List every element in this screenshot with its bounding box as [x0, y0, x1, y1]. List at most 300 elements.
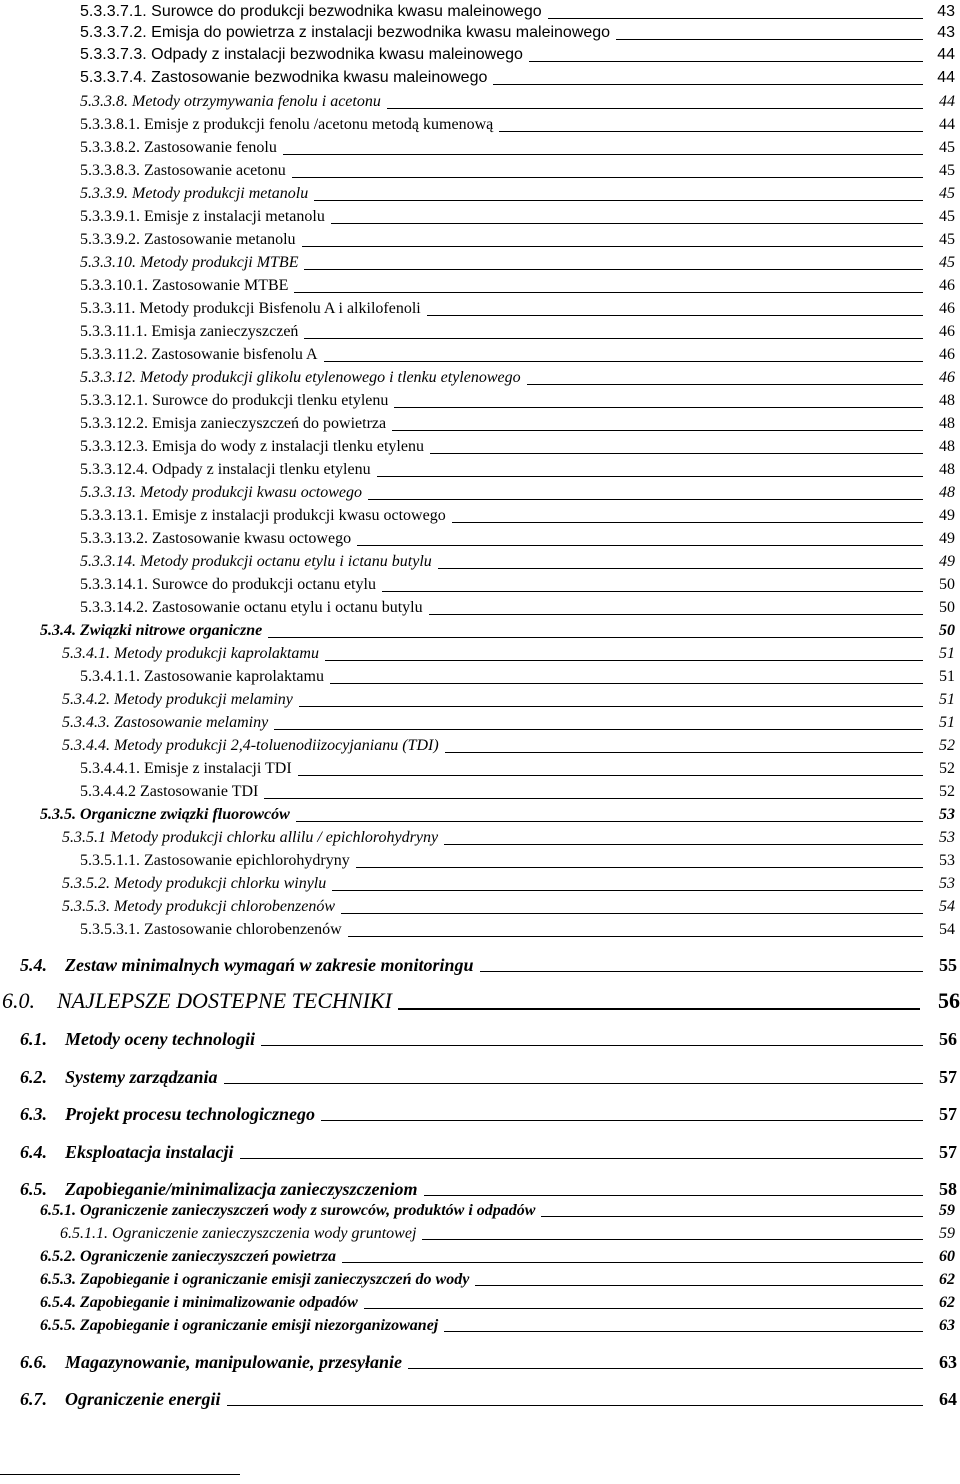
toc-entry-number: 5.3.3.12.1.	[80, 392, 148, 409]
toc-leader-line	[429, 614, 923, 615]
toc-entry-title: Ograniczenie energii	[65, 1389, 221, 1409]
toc-leader-line	[283, 154, 923, 155]
toc-entry-title: Związki nitrowe organiczne	[80, 622, 263, 639]
toc-leader-line	[348, 936, 923, 937]
toc-entry-number: 5.3.3.7.1.	[80, 3, 147, 20]
toc-page-number: 57	[939, 1142, 957, 1162]
toc-entry-title: Zestaw minimalnych wymagań w zakresie monitoringu	[65, 955, 474, 975]
toc-leader-line	[356, 867, 923, 868]
toc-entry-label	[62, 690, 293, 710]
toc-entry-label	[80, 920, 342, 940]
toc-entry-number: 5.3.3.9.2.	[80, 231, 140, 248]
toc-leader-line	[321, 1120, 923, 1121]
toc-page-number: 48	[939, 461, 955, 478]
toc-page-number: 58	[939, 1179, 957, 1199]
toc-page-number: 50	[939, 599, 955, 616]
toc-leader-line	[274, 729, 923, 730]
toc-entry-number: 5.3.3.12.	[80, 369, 136, 386]
toc-leader-line	[332, 890, 923, 891]
toc-entry[interactable]	[0, 828, 960, 848]
toc-entry[interactable]	[0, 138, 960, 158]
toc-entry-title: Emisje z produkcji fenolu /acetonu metodą kumenową	[144, 116, 494, 133]
toc-entry-title: Zapobieganie i minimalizowanie odpadów	[80, 1294, 358, 1311]
toc-entry-number: 5.3.3.7.2.	[80, 24, 147, 41]
toc-leader-line	[341, 913, 923, 914]
toc-entry-number: 5.3.3.13.2.	[80, 530, 148, 547]
toc-leader-line	[382, 591, 923, 592]
toc-page-number: 53	[939, 875, 955, 892]
toc-entry[interactable]	[0, 1316, 960, 1336]
toc-leader-line	[364, 1308, 923, 1309]
toc-entry-label	[20, 1178, 418, 1200]
toc-page-number: 48	[939, 392, 955, 409]
toc-leader-line	[324, 361, 923, 362]
toc-entry-label	[80, 529, 351, 549]
toc-page-number: 44	[937, 46, 955, 63]
toc-entry[interactable]	[0, 161, 960, 181]
toc-entry[interactable]	[0, 414, 960, 434]
toc-entry-label	[40, 1316, 438, 1336]
toc-entry-label	[80, 230, 296, 250]
toc-entry-label	[80, 68, 487, 88]
toc-entry-title: Metody produkcji kaprolaktamu	[114, 645, 319, 662]
toc-entry-number: 5.3.3.14.1.	[80, 576, 148, 593]
toc-entry[interactable]	[0, 851, 960, 871]
toc-entry-label	[62, 713, 268, 733]
toc-entry-number: 5.3.4.3.	[62, 714, 110, 731]
toc-entry-title: Zastosowanie epichlorohydryny	[144, 852, 350, 869]
toc-entry-title: Metody produkcji metanolu	[132, 185, 309, 202]
toc-entry[interactable]	[0, 506, 960, 526]
toc-entry[interactable]	[0, 1247, 960, 1267]
toc-entry-label	[62, 874, 326, 894]
toc-entry[interactable]	[0, 1141, 960, 1163]
toc-page-number: 55	[939, 955, 957, 975]
toc-entry-label	[20, 1066, 218, 1088]
toc-entry-title: Metody produkcji octanu etylu i ictanu butylu	[140, 553, 432, 570]
toc-entry[interactable]	[0, 345, 960, 365]
toc-entry-number: 5.3.3.12.2.	[80, 415, 148, 432]
toc-entry-label	[20, 1141, 234, 1163]
toc-entry-number: 5.3.3.7.3.	[80, 46, 147, 63]
toc-page-number: 44	[939, 93, 955, 110]
toc-entry[interactable]	[0, 644, 960, 664]
toc-leader-line	[475, 1285, 923, 1286]
toc-page-number: 56	[938, 988, 960, 1013]
toc-entry-number: 6.7.	[20, 1389, 47, 1409]
toc-entry-number: 6.5.1.	[40, 1202, 76, 1219]
toc-leader-line	[430, 453, 923, 454]
toc-page-number: 50	[939, 576, 955, 593]
toc-entry-label	[62, 828, 438, 848]
toc-entry-title: Metody produkcji chlorku winylu	[114, 875, 327, 892]
toc-entry[interactable]	[0, 988, 960, 1014]
toc-entry[interactable]	[0, 299, 960, 319]
toc-entry-title: NAJLEPSZE DOSTEPNE TECHNIKI	[57, 988, 392, 1013]
toc-leader-line	[427, 315, 923, 316]
toc-entry[interactable]	[0, 552, 960, 572]
toc-page-number: 51	[939, 691, 955, 708]
toc-entry[interactable]	[0, 575, 960, 595]
toc-entry-title: Magazynowanie, manipulowanie, przesyłanie	[65, 1352, 403, 1372]
toc-entry-title: Surowce do produkcji bezwodnika kwasu maleinowego	[151, 3, 542, 20]
toc-entry-label	[80, 253, 298, 273]
toc-entry[interactable]	[0, 1224, 960, 1244]
toc-leader-line	[499, 131, 923, 132]
toc-entry-number: 5.3.3.11.1.	[80, 323, 148, 340]
toc-leader-line	[529, 61, 923, 62]
toc-entry[interactable]	[0, 736, 960, 756]
toc-entry[interactable]	[0, 23, 960, 43]
toc-leader-line	[424, 1195, 924, 1196]
toc-entry-title: Emisja zanieczyszczeń do powietrza	[152, 415, 387, 432]
toc-page-number: 54	[939, 898, 955, 915]
toc-page-number: 60	[939, 1248, 955, 1265]
toc-entry-label	[80, 782, 258, 802]
toc-page-number: 50	[939, 622, 955, 639]
toc-entry-number: 5.3.4.2.	[62, 691, 110, 708]
toc-entry-title: Surowce do produkcji octanu etylu	[152, 576, 376, 593]
toc-entry[interactable]	[0, 920, 960, 940]
toc-page-number: 59	[939, 1202, 955, 1219]
toc-leader-line	[394, 407, 923, 408]
toc-entry-title: Zastosowanie chlorobenzenów	[144, 921, 342, 938]
toc-entry-title: Zastosowanie kwasu octowego	[152, 530, 352, 547]
toc-entry-title: Zastosowanie fenolu	[144, 139, 277, 156]
toc-entry-title: Zastosowanie bezwodnika kwasu maleinowego	[151, 69, 488, 86]
toc-page-number: 54	[939, 921, 955, 938]
toc-entry[interactable]	[0, 1066, 960, 1088]
toc-entry-number: 5.3.5.1	[62, 829, 106, 846]
toc-entry-label	[20, 1103, 315, 1125]
toc-entry-label	[80, 92, 381, 112]
toc-leader-line	[240, 1158, 923, 1159]
toc-entry-title: Emisje z instalacji metanolu	[144, 208, 325, 225]
toc-leader-line	[541, 1216, 923, 1217]
toc-page-number: 43	[937, 24, 955, 41]
toc-page-number: 49	[939, 530, 955, 547]
toc-entry-number: 5.3.5.3.	[62, 898, 110, 915]
toc-entry-number: 5.3.5.1.1.	[80, 852, 140, 869]
toc-entry-label	[80, 2, 542, 22]
toc-entry[interactable]	[0, 1028, 960, 1050]
toc-entry-title: Zastosowanie metanolu	[144, 231, 296, 248]
toc-entry[interactable]	[0, 598, 960, 618]
toc-entry[interactable]	[0, 1103, 960, 1125]
toc-leader-line	[224, 1083, 923, 1084]
toc-entry-label	[80, 759, 292, 779]
toc-leader-line	[299, 706, 923, 707]
toc-page-number: 62	[939, 1271, 955, 1288]
toc-entry-label	[40, 1247, 336, 1267]
toc-entry-title: Ograniczenie zanieczyszczeń powietrza	[80, 1248, 336, 1265]
toc-entry-label	[80, 598, 423, 618]
toc-entry[interactable]	[0, 1293, 960, 1313]
toc-entry-title: Metody produkcji chlorku allilu / epichlorohydryny	[110, 829, 439, 846]
toc-entry-number: 5.3.4.1.	[62, 645, 110, 662]
toc-page-number: 49	[939, 507, 955, 524]
toc-page-number: 46	[939, 300, 955, 317]
toc-entry-title: Zapobieganie i ograniczanie emisji zanieczyszczeń do wody	[80, 1271, 470, 1288]
toc-entry-number: 5.3.5.3.1.	[80, 921, 140, 938]
toc-entry-number: 5.3.3.8.1.	[80, 116, 140, 133]
toc-entry-number: 5.3.3.11.	[80, 300, 136, 317]
toc-entry-number: 6.5.5.	[40, 1317, 76, 1334]
toc-page-number: 53	[939, 806, 955, 823]
toc-entry-label	[80, 276, 288, 296]
toc-entry[interactable]	[0, 184, 960, 204]
toc-entry-label	[80, 345, 318, 365]
toc-entry-title: Zastosowanie TDI	[140, 783, 259, 800]
toc-entry-title: Emisja do wody z instalacji tlenku etylenu	[152, 438, 424, 455]
toc-entry[interactable]	[0, 782, 960, 802]
toc-entry[interactable]	[0, 253, 960, 273]
toc-entry-title: Ograniczenie zanieczyszczenia wody gruntowej	[112, 1225, 417, 1242]
toc-entry[interactable]	[0, 230, 960, 250]
toc-page-number: 46	[939, 277, 955, 294]
toc-entry-number: 6.4.	[20, 1142, 47, 1162]
toc-page-number: 59	[939, 1225, 955, 1242]
toc-entry[interactable]	[0, 954, 960, 976]
toc-entry-title: Emisja zanieczyszczeń	[151, 323, 299, 340]
toc-leader-line	[408, 1368, 923, 1369]
toc-entry-label	[62, 897, 335, 917]
toc-entry-label	[80, 207, 325, 227]
toc-entry-number: 6.5.4.	[40, 1294, 76, 1311]
toc-leader-line	[444, 844, 923, 845]
toc-leader-line	[302, 246, 923, 247]
toc-entry-label	[80, 391, 388, 411]
toc-entry[interactable]	[0, 115, 960, 135]
toc-entry-title: Metody produkcji Bisfenolu A i alkilofenoli	[139, 300, 421, 317]
toc-entry[interactable]	[0, 690, 960, 710]
toc-entry-label	[62, 644, 319, 664]
toc-page-number: 62	[939, 1294, 955, 1311]
toc-entry[interactable]	[0, 92, 960, 112]
toc-leader-line	[357, 545, 923, 546]
toc-entry-number: 5.3.3.13.	[80, 484, 136, 501]
toc-entry-label	[80, 184, 308, 204]
toc-entry-title: Odpady z instalacji bezwodnika kwasu maleinowego	[151, 46, 523, 63]
toc-page-number: 48	[939, 415, 955, 432]
toc-entry[interactable]	[0, 1201, 960, 1221]
toc-entry-title: Metody otrzymywania fenolu i acetonu	[132, 93, 381, 110]
toc-entry-number: 6.5.1.1.	[60, 1225, 108, 1242]
toc-entry-title: Zastosowanie kaprolaktamu	[144, 668, 324, 685]
toc-leader-line	[377, 476, 923, 477]
toc-entry-label	[40, 1201, 535, 1221]
toc-entry-number: 6.3.	[20, 1104, 47, 1124]
toc-entry-number: 6.5.3.	[40, 1271, 76, 1288]
toc-leader-line	[342, 1262, 923, 1263]
toc-entry-title: Emisje z instalacji produkcji kwasu octowego	[152, 507, 446, 524]
toc-leader-line	[261, 1045, 923, 1046]
toc-entry-number: 5.3.3.12.3.	[80, 438, 148, 455]
toc-entry-title: Surowce do produkcji tlenku etylenu	[152, 392, 389, 409]
toc-entry-label	[80, 368, 521, 388]
toc-entry-title: Zapobieganie i ograniczanie emisji niezorganizowanej	[80, 1317, 439, 1334]
toc-entry[interactable]	[0, 276, 960, 296]
toc-leader-line	[392, 430, 923, 431]
toc-entry-number: 5.3.3.12.4.	[80, 461, 148, 478]
toc-entry-title: Metody produkcji kwasu octowego	[140, 484, 363, 501]
toc-entry-title: Systemy zarządzania	[65, 1067, 218, 1087]
toc-entry-number: 5.3.4.	[40, 622, 76, 639]
toc-entry-title: Metody produkcji melaminy	[114, 691, 293, 708]
toc-leader-line	[227, 1405, 924, 1406]
toc-entry-title: Metody produkcji chlorobenzenów	[114, 898, 335, 915]
toc-entry-label	[60, 1224, 416, 1244]
toc-entry[interactable]	[0, 805, 960, 825]
toc-entry-label	[40, 1293, 358, 1313]
toc-page-number: 45	[939, 185, 955, 202]
toc-entry[interactable]	[0, 68, 960, 88]
toc-page-number: 56	[939, 1029, 957, 1049]
toc-leader-line	[548, 18, 923, 19]
toc-leader-line	[398, 1008, 920, 1010]
toc-page-number: 51	[939, 714, 955, 731]
toc-page-number: 46	[939, 369, 955, 386]
toc-leader-line	[387, 108, 923, 109]
toc-entry[interactable]	[0, 759, 960, 779]
footnote-separator	[0, 1474, 240, 1475]
toc-page-number: 45	[939, 139, 955, 156]
toc-entry[interactable]	[0, 207, 960, 227]
toc-entry-number: 5.3.3.13.1.	[80, 507, 148, 524]
toc-leader-line	[445, 752, 923, 753]
toc-entry-label	[80, 851, 350, 871]
toc-page-number: 63	[939, 1352, 957, 1372]
toc-entry[interactable]	[0, 1351, 960, 1373]
toc-leader-line	[268, 637, 923, 638]
toc-entry-number: 6.1.	[20, 1029, 47, 1049]
toc-entry-label	[20, 1351, 402, 1373]
toc-entry-label	[80, 414, 386, 434]
toc-entry-number: 5.3.4.1.1.	[80, 668, 140, 685]
toc-leader-line	[294, 292, 923, 293]
toc-entry-number: 5.3.3.9.1.	[80, 208, 140, 225]
toc-entry-label	[20, 1028, 255, 1050]
toc-leader-line	[325, 660, 923, 661]
toc-entry[interactable]	[0, 437, 960, 457]
toc-page-number: 46	[939, 346, 955, 363]
toc-entry[interactable]	[0, 713, 960, 733]
toc-entry-label	[2, 988, 392, 1014]
toc-entry[interactable]	[0, 1178, 960, 1200]
toc-entry-number: 5.3.3.8.2.	[80, 139, 140, 156]
toc-entry-number: 5.3.5.2.	[62, 875, 110, 892]
toc-entry-label	[80, 483, 362, 503]
toc-entry-number: 5.3.3.14.	[80, 553, 136, 570]
toc-entry-number: 6.5.	[20, 1179, 47, 1199]
toc-entry[interactable]	[0, 460, 960, 480]
toc-entry-title: Organiczne związki fluorowców	[80, 806, 290, 823]
toc-entry-number: 5.4.	[20, 955, 47, 975]
toc-page-number: 63	[939, 1317, 955, 1334]
toc-leader-line	[368, 499, 923, 500]
toc-page-number: 45	[939, 254, 955, 271]
toc-leader-line	[616, 39, 923, 40]
toc-page-number: 64	[939, 1389, 957, 1409]
toc-entry-label	[40, 1270, 469, 1290]
toc-entry-label	[20, 1388, 221, 1410]
toc-entry[interactable]	[0, 667, 960, 687]
toc-entry-label	[80, 575, 376, 595]
toc-entry-number: 6.6.	[20, 1352, 47, 1372]
toc-entry[interactable]	[0, 322, 960, 342]
toc-leader-line	[480, 971, 923, 972]
toc-entry-number: 5.3.3.10.	[80, 254, 136, 271]
toc-entry-label	[80, 115, 493, 135]
toc-entry-title: Ograniczenie zanieczyszczeń wody z surowców, produktów i odpadów	[80, 1202, 536, 1219]
toc-entry[interactable]	[0, 621, 960, 641]
toc-page-number: 52	[939, 783, 955, 800]
toc-entry-label	[62, 736, 439, 756]
toc-entry-label	[20, 954, 474, 976]
toc-entry-label	[80, 437, 424, 457]
toc-entry-number: 6.0.	[2, 988, 35, 1013]
toc-entry-number: 5.3.5.	[40, 806, 76, 823]
toc-entry-number: 5.3.3.8.	[80, 93, 128, 110]
toc-leader-line	[304, 269, 923, 270]
toc-entry[interactable]	[0, 368, 960, 388]
toc-entry[interactable]	[0, 1270, 960, 1290]
toc-entry[interactable]	[0, 45, 960, 65]
toc-entry-number: 5.3.3.7.4.	[80, 69, 147, 86]
toc-entry-title: Metody produkcji glikolu etylenowego i tlenku etylenowego	[140, 369, 521, 386]
toc-page-number: 45	[939, 208, 955, 225]
toc-page-number: 52	[939, 760, 955, 777]
toc-entry-label	[80, 299, 421, 319]
toc-entry-title: Projekt procesu technologicznego	[65, 1104, 315, 1124]
toc-entry[interactable]	[0, 897, 960, 917]
toc-leader-line	[493, 84, 923, 85]
toc-entry-title: Zastosowanie MTBE	[152, 277, 289, 294]
toc-page-number: 43	[937, 3, 955, 20]
toc-leader-line	[331, 223, 923, 224]
toc-entry[interactable]	[0, 874, 960, 894]
toc-entry-label	[80, 506, 446, 526]
toc-entry-title: Metody produkcji MTBE	[140, 254, 299, 271]
toc-entry-label	[40, 805, 290, 825]
toc-entry-number: 5.3.3.11.2.	[80, 346, 148, 363]
toc-entry[interactable]	[0, 391, 960, 411]
toc-leader-line	[527, 384, 923, 385]
toc-leader-line	[296, 821, 923, 822]
toc-page-number: 44	[937, 69, 955, 86]
toc-entry[interactable]	[0, 2, 960, 22]
toc-entry[interactable]	[0, 483, 960, 503]
toc-entry-label	[80, 45, 523, 65]
toc-entry[interactable]	[0, 1388, 960, 1410]
toc-page-number: 46	[939, 323, 955, 340]
toc-page-number: 51	[939, 645, 955, 662]
toc-entry[interactable]	[0, 529, 960, 549]
toc-entry-label	[80, 667, 324, 687]
toc-entry-title: Zapobieganie/minimalizacja zanieczyszczeniom	[65, 1179, 418, 1199]
toc-entry-title: Zastosowanie melaminy	[114, 714, 269, 731]
toc-leader-line	[444, 1331, 923, 1332]
toc-page-number: 44	[939, 116, 955, 133]
toc-entry-number: 5.3.3.8.3.	[80, 162, 140, 179]
toc-entry-title: Emisje z instalacji TDI	[144, 760, 292, 777]
toc-page-number: 57	[939, 1104, 957, 1124]
toc-leader-line	[304, 338, 923, 339]
toc-page-number: 48	[939, 438, 955, 455]
toc-entry-number: 5.3.4.4.1.	[80, 760, 140, 777]
toc-leader-line	[452, 522, 923, 523]
toc-entry-label	[80, 552, 432, 572]
